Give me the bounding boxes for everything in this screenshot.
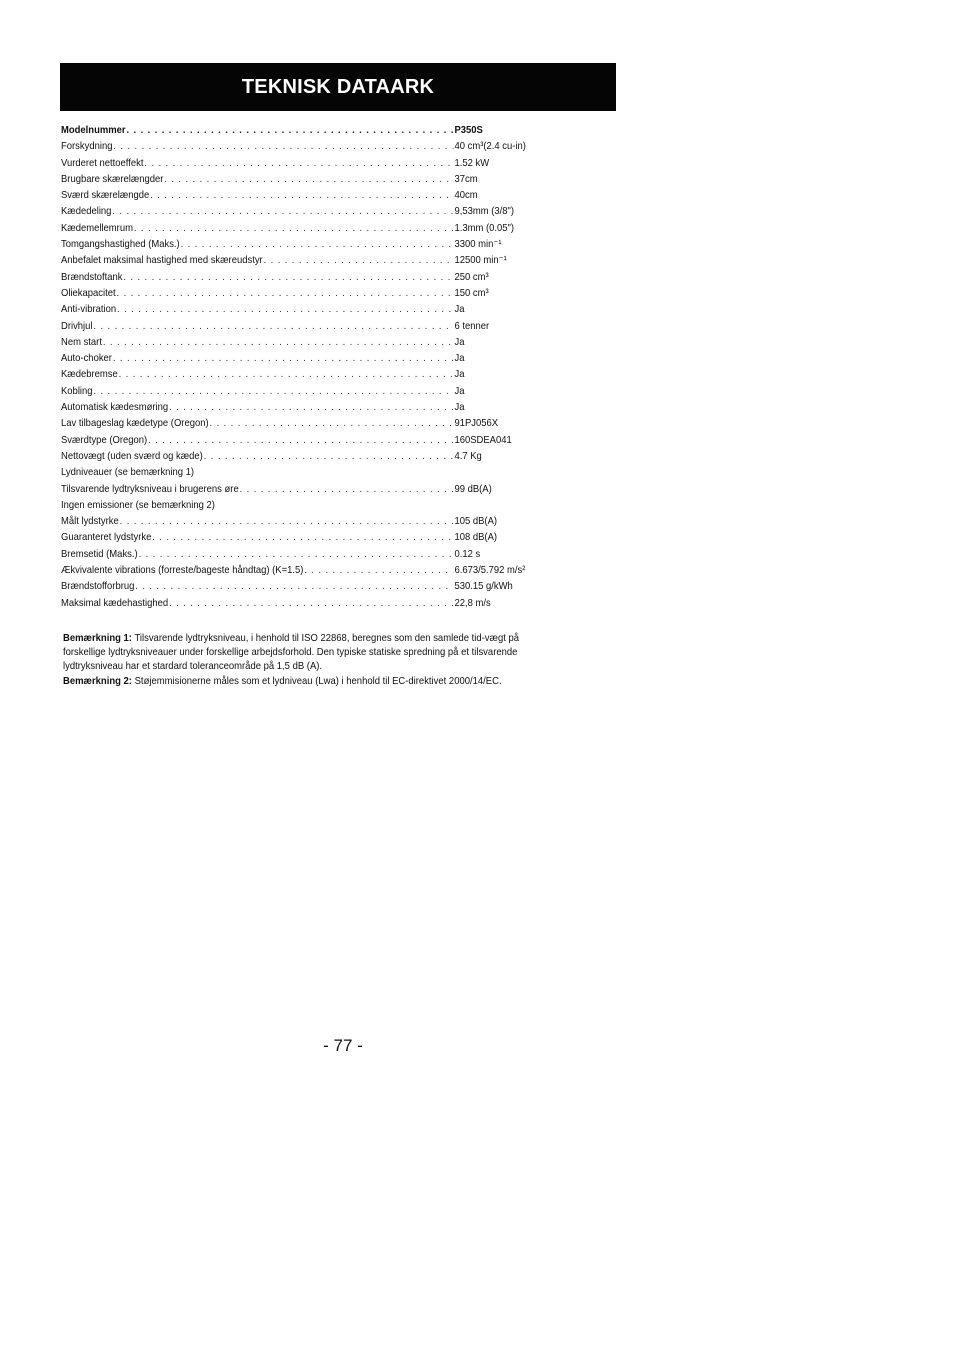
spec-label: Auto-choker bbox=[61, 352, 112, 365]
spec-row bbox=[61, 399, 580, 415]
spec-label: Kobling bbox=[61, 384, 93, 397]
spec-value: 91PJ056X bbox=[454, 417, 499, 430]
dot-leader bbox=[135, 578, 453, 594]
spec-row bbox=[61, 562, 580, 578]
dot-leader bbox=[169, 399, 454, 415]
spec-row bbox=[61, 415, 580, 431]
spec-label: Kædebremse bbox=[61, 368, 118, 381]
dot-leader bbox=[123, 269, 453, 285]
spec-row bbox=[61, 464, 580, 480]
dot-leader bbox=[113, 138, 453, 154]
spec-value: Ja bbox=[454, 303, 465, 316]
spec-label: Brændstofforbrug bbox=[61, 580, 135, 593]
spec-label: Sværdtype (Oregon) bbox=[61, 433, 148, 446]
spec-row bbox=[61, 203, 580, 219]
note-1-label: Bemærkning 1: bbox=[63, 633, 132, 644]
spec-label: Anbefalet maksimal hastighed med skæreudstyr bbox=[61, 254, 263, 267]
dot-leader bbox=[150, 187, 453, 203]
spec-row bbox=[61, 578, 580, 594]
spec-row bbox=[61, 350, 580, 366]
dot-leader bbox=[148, 432, 454, 448]
spec-value: 0.12 s bbox=[454, 547, 481, 560]
spec-label: Forskydning bbox=[61, 140, 113, 153]
spec-value: 40cm bbox=[454, 189, 478, 202]
spec-label: Oliekapacitet bbox=[61, 286, 116, 299]
spec-row bbox=[61, 546, 580, 562]
spec-value: 1.3mm (0.05") bbox=[454, 221, 515, 234]
notes-section bbox=[63, 632, 560, 689]
dot-leader bbox=[119, 366, 454, 382]
dot-leader bbox=[304, 562, 453, 578]
note-2 bbox=[63, 675, 560, 689]
dot-leader bbox=[117, 301, 454, 317]
spec-label: Nettovægt (uden sværd og kæde) bbox=[61, 449, 203, 462]
spec-value: 4.7 Kg bbox=[454, 449, 482, 462]
page-number: - 77 - bbox=[323, 1036, 363, 1055]
spec-row bbox=[61, 432, 580, 448]
spec-row bbox=[61, 448, 580, 464]
spec-row bbox=[61, 301, 580, 317]
spec-value: 12500 min⁻¹ bbox=[454, 254, 507, 267]
note-1 bbox=[63, 632, 560, 675]
spec-label: Maksimal kædehastighed bbox=[61, 596, 169, 609]
spec-label: Vurderet nettoeffekt bbox=[61, 156, 144, 169]
spec-label: Brugbare skærelængder bbox=[61, 172, 164, 185]
spec-value: 37cm bbox=[454, 172, 478, 185]
spec-row bbox=[61, 318, 580, 334]
dot-leader bbox=[117, 285, 454, 301]
dot-leader bbox=[93, 318, 453, 334]
spec-table bbox=[61, 122, 581, 611]
title-banner bbox=[60, 63, 616, 111]
spec-value: 160SDEA041 bbox=[454, 433, 512, 446]
spec-row bbox=[61, 236, 580, 252]
dot-leader bbox=[103, 334, 454, 350]
spec-value: 40 cm³(2.4 cu-in) bbox=[454, 140, 526, 153]
spec-label: Kædemellemrum bbox=[61, 221, 133, 234]
spec-value: Ja bbox=[454, 401, 465, 414]
dot-leader bbox=[134, 220, 454, 236]
page-title: TEKNISK DATAARK bbox=[241, 75, 435, 98]
spec-label: Bremsetid (Maks.) bbox=[61, 547, 138, 560]
spec-label: Drivhjul bbox=[61, 319, 93, 332]
spec-label: Kædedeling bbox=[61, 205, 112, 218]
dot-leader bbox=[169, 595, 454, 611]
spec-row bbox=[61, 334, 580, 350]
spec-row bbox=[61, 252, 580, 268]
spec-label: Anti-vibration bbox=[61, 303, 117, 316]
dot-leader bbox=[112, 203, 453, 219]
spec-row bbox=[61, 383, 580, 399]
note-2-label: Bemærkning 2: bbox=[63, 675, 132, 687]
dot-leader bbox=[164, 171, 453, 187]
spec-row bbox=[61, 122, 580, 138]
spec-row bbox=[61, 171, 580, 187]
dot-leader bbox=[144, 155, 453, 171]
spec-value: 9,53mm (3/8") bbox=[454, 205, 515, 218]
spec-value: 108 dB(A) bbox=[454, 531, 498, 544]
spec-row bbox=[61, 138, 580, 154]
spec-label: Nem start bbox=[61, 335, 102, 348]
spec-label: Målt lydstyrke bbox=[61, 515, 119, 528]
dot-leader bbox=[240, 481, 454, 497]
dot-leader bbox=[181, 236, 454, 252]
spec-value: Ja bbox=[454, 368, 465, 381]
spec-value: 3300 min⁻¹ bbox=[454, 238, 502, 251]
spec-label: Ingen emissioner (se bemærkning 2) bbox=[61, 498, 215, 511]
spec-value: 6 tenner bbox=[454, 319, 490, 332]
spec-label: Lydniveauer (se bemærkning 1) bbox=[61, 466, 195, 479]
spec-label: Guaranteret lydstyrke bbox=[61, 531, 152, 544]
spec-value: 105 dB(A) bbox=[454, 515, 498, 528]
dot-leader bbox=[93, 383, 453, 399]
spec-row bbox=[61, 595, 580, 611]
spec-label: Lav tilbageslag kædetype (Oregon) bbox=[61, 417, 209, 430]
spec-value: 6.673/5.792 m/s² bbox=[454, 564, 526, 577]
dot-leader bbox=[264, 252, 454, 268]
spec-row bbox=[61, 529, 580, 545]
dot-leader bbox=[210, 415, 454, 431]
spec-label: Ækvivalente vibrations (forreste/bageste håndtag) (K=1.5) bbox=[61, 564, 304, 577]
spec-row bbox=[61, 285, 580, 301]
spec-value: P350S bbox=[454, 124, 483, 136]
spec-label: Sværd skærelængde bbox=[61, 189, 150, 202]
spec-row bbox=[61, 187, 580, 203]
dot-leader bbox=[126, 122, 453, 138]
dot-leader bbox=[113, 350, 454, 366]
dot-leader bbox=[139, 546, 454, 562]
spec-label: Modelnummer bbox=[61, 124, 126, 136]
spec-value: 250 cm³ bbox=[454, 270, 489, 283]
spec-row bbox=[61, 513, 580, 529]
dot-leader bbox=[120, 513, 454, 529]
spec-row bbox=[61, 220, 580, 236]
spec-value: 530.15 g/kWh bbox=[454, 580, 513, 593]
note-2-text: Støjemmisionerne måles som et lydniveau (Lwa) i henhold til EC-direktivet 2000/14/EC. bbox=[134, 675, 502, 687]
spec-row bbox=[61, 366, 580, 382]
spec-row bbox=[61, 497, 580, 513]
spec-value: 99 dB(A) bbox=[454, 482, 492, 495]
spec-value: 150 cm³ bbox=[454, 286, 489, 299]
spec-value: Ja bbox=[454, 335, 465, 348]
spec-label: Tilsvarende lydtryksniveau i brugerens øre bbox=[61, 482, 239, 495]
dot-leader bbox=[204, 448, 454, 464]
spec-row bbox=[61, 269, 580, 285]
dot-leader bbox=[152, 529, 453, 545]
spec-value: 22,8 m/s bbox=[454, 596, 491, 609]
spec-label: Tomgangshastighed (Maks.) bbox=[61, 238, 180, 251]
spec-row bbox=[61, 155, 580, 171]
spec-value: Ja bbox=[454, 352, 465, 365]
note-1-text: Tilsvarende lydtryksniveau, i henhold til ISO 22868, beregnes som den samlede tid-vægt på forskellige lydtryksniveauer under forskellige arbejdsforhold. Den typiske statiske spredning på et tilsvarende lydtryksniveau har et stardard toleranceområde på 1,5 dB (A). bbox=[63, 633, 520, 673]
spec-label: Automatisk kædesmøring bbox=[61, 401, 169, 414]
spec-value: Ja bbox=[454, 384, 465, 397]
spec-row bbox=[61, 481, 580, 497]
spec-value: 1.52 kW bbox=[454, 156, 490, 169]
spec-label: Brændstoftank bbox=[61, 270, 123, 283]
